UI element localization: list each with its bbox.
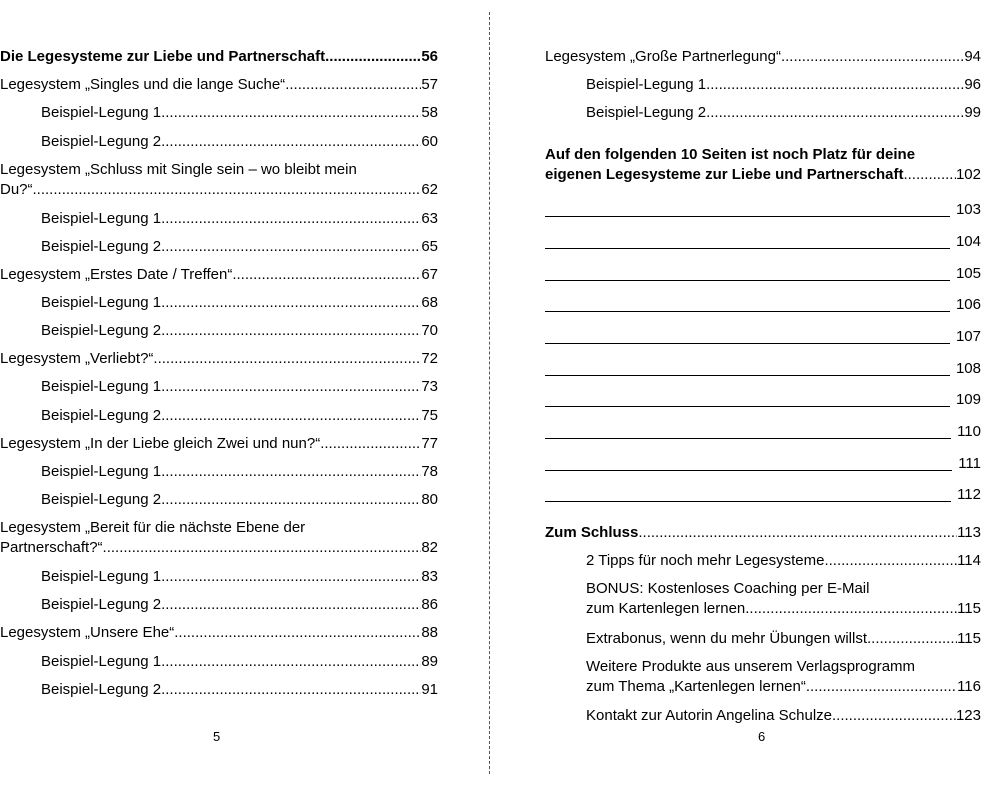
blank-page-line: [545, 200, 981, 220]
toc-entry-page: 82: [421, 539, 438, 556]
toc-entry-page: 114: [957, 552, 981, 569]
toc-entry-title: Beispiel-Legung 1: [41, 378, 162, 395]
toc-entry[interactable]: [0, 75, 438, 95]
toc-entry-page: 99: [964, 104, 981, 121]
toc-entry-title: Beispiel-Legung 1: [41, 463, 162, 480]
toc-entry-title: Legesystem „Verliebt?“: [0, 350, 154, 367]
toc-entry-title: Beispiel-Legung 1: [41, 653, 162, 670]
blank-page-line: [545, 422, 981, 442]
toc-entry[interactable]: [545, 103, 981, 123]
toc-entry[interactable]: [545, 47, 981, 67]
blank-page-number: 103: [955, 201, 981, 218]
toc-entry-page: 116: [957, 678, 981, 695]
toc-entry-page: 73: [421, 378, 438, 395]
toc-entry[interactable]: [0, 490, 438, 510]
toc-entry[interactable]: [0, 595, 438, 615]
toc-entry-page: 86: [421, 596, 438, 613]
toc-entry-title: Legesystem „Schluss mit Single sein – wo bleibt mein: [0, 161, 357, 178]
toc-entry[interactable]: [0, 103, 438, 123]
toc-entry[interactable]: [0, 237, 438, 257]
toc-entry[interactable]: [545, 551, 981, 571]
toc-entry-title: Beispiel-Legung 1: [41, 568, 162, 585]
toc-entry[interactable]: [0, 652, 438, 672]
toc-entry[interactable]: [0, 132, 438, 152]
blank-page-line: [545, 390, 981, 410]
toc-entry[interactable]: [0, 265, 438, 285]
blank-page-line: [545, 485, 981, 505]
page-divider: [489, 12, 490, 774]
toc-entry-page: 88: [421, 624, 438, 641]
toc-entry[interactable]: [0, 406, 438, 426]
toc-entry-title: Beispiel-Legung 2: [41, 238, 162, 255]
toc-entry-title-cont: zum Thema „Kartenlegen lernen“: [586, 678, 806, 695]
blank-page-number: 112: [957, 486, 981, 503]
toc-entry-page: 72: [421, 350, 438, 367]
toc-entry-page: 102: [955, 166, 981, 183]
toc-entry-page: 56: [421, 48, 438, 65]
toc-entry-title-cont: Partnerschaft?“: [0, 539, 103, 556]
toc-entry-page: 113: [957, 524, 981, 541]
toc-entry-page: 115: [957, 600, 981, 617]
toc-entry-title: Weitere Produkte aus unserem Verlagsprogramm: [586, 658, 916, 675]
toc-entry-title: Beispiel-Legung 2: [41, 491, 162, 508]
blank-page-number: 104: [955, 233, 981, 250]
toc-entry-title: Auf den folgenden 10 Seiten ist noch Platz für deine: [545, 146, 916, 163]
toc-entry[interactable]: [545, 145, 981, 185]
toc-entry[interactable]: [545, 629, 981, 649]
toc-entry[interactable]: [0, 349, 438, 369]
blank-page-number: 105: [955, 265, 981, 282]
blank-page-line: [545, 454, 981, 474]
blank-page-number: 108: [955, 360, 981, 377]
toc-entry-page: 96: [964, 76, 981, 93]
toc-entry-title: Beispiel-Legung 2: [41, 596, 162, 613]
toc-entry[interactable]: [0, 47, 438, 67]
toc-entry-title-cont: eigenen Legesysteme zur Liebe und Partnerschaft: [545, 166, 904, 183]
toc-entry-title: Beispiel-Legung 2: [41, 133, 162, 150]
toc-entry[interactable]: [0, 434, 438, 454]
toc-entry-page: 77: [421, 435, 438, 452]
blank-page-line: [545, 295, 981, 315]
toc-entry-title: Zum Schluss: [545, 524, 639, 541]
toc-entry-page: 60: [421, 133, 438, 150]
blank-page-number: 109: [955, 391, 981, 408]
toc-entry-title: Extrabonus, wenn du mehr Übungen willst: [586, 630, 867, 647]
toc-entry-title: Beispiel-Legung 1: [41, 294, 162, 311]
toc-entry-page: 115: [957, 630, 981, 647]
toc-entry-page: 91: [421, 681, 438, 698]
blank-page-number: 107: [955, 328, 981, 345]
toc-entry[interactable]: [0, 623, 438, 643]
toc-entry-page: 83: [421, 568, 438, 585]
toc-entry-title: Beispiel-Legung 2: [586, 104, 707, 121]
toc-entry-title: Beispiel-Legung 2: [41, 407, 162, 424]
toc-entry-title: Legesystem „Unsere Ehe“: [0, 624, 175, 641]
blank-page-line: [545, 327, 981, 347]
toc-entry-page: 67: [421, 266, 438, 283]
toc-entry-page: 58: [421, 104, 438, 121]
toc-entry-page: 68: [421, 294, 438, 311]
toc-entry[interactable]: [0, 518, 438, 558]
toc-entry-title: Legesystem „Singles und die lange Suche“: [0, 76, 286, 93]
toc-entry-page: 57: [421, 76, 438, 93]
toc-entry-page: 78: [421, 463, 438, 480]
toc-entry-title: Legesystem „Bereit für die nächste Ebene der: [0, 519, 306, 536]
toc-entry-title: Beispiel-Legung 1: [586, 76, 707, 93]
toc-entry[interactable]: [545, 657, 981, 697]
toc-entry[interactable]: [545, 523, 981, 543]
toc-entry-page: 70: [421, 322, 438, 339]
toc-entry-title: Beispiel-Legung 1: [41, 210, 162, 227]
toc-entry-title: Beispiel-Legung 2: [41, 681, 162, 698]
toc-entry-page: 75: [421, 407, 438, 424]
blank-page-number: 111: [958, 455, 981, 472]
toc-entry-page: 65: [421, 238, 438, 255]
toc-entry-title-cont: zum Kartenlegen lernen: [586, 600, 746, 617]
toc-entry-title: Legesystem „Erstes Date / Treffen“: [0, 266, 233, 283]
toc-entry-title: Beispiel-Legung 2: [41, 322, 162, 339]
toc-entry[interactable]: [0, 567, 438, 587]
toc-entry-page: 62: [421, 181, 438, 198]
toc-entry-page: 63: [421, 210, 438, 227]
toc-entry-title: Kontakt zur Autorin Angelina Schulze: [586, 707, 832, 724]
toc-entry[interactable]: [0, 293, 438, 313]
toc-entry-title-cont: Du?“: [0, 181, 33, 198]
toc-entry[interactable]: [0, 209, 438, 229]
toc-entry[interactable]: [0, 462, 438, 482]
toc-entry-page: 89: [421, 653, 438, 670]
toc-entry-title: Legesystem „Große Partnerlegung“: [545, 48, 781, 65]
toc-entry[interactable]: [0, 680, 438, 700]
toc-entry[interactable]: [0, 321, 438, 341]
page-number: 6: [758, 729, 766, 744]
toc-entry-page: 80: [421, 491, 438, 508]
blank-page-line: [545, 232, 981, 252]
blank-page-line: [545, 264, 981, 284]
toc-entry[interactable]: [545, 579, 981, 619]
toc-entry-title: Die Legesysteme zur Liebe und Partnerschaft: [0, 48, 326, 65]
toc-entry-title: Beispiel-Legung 1: [41, 104, 162, 121]
toc-entry-page: 94: [964, 48, 981, 65]
toc-entry-title: 2 Tipps für noch mehr Legesysteme: [586, 552, 825, 569]
toc-entry-title: Legesystem „In der Liebe gleich Zwei und nun?“: [0, 435, 321, 452]
toc-entry[interactable]: [0, 160, 438, 200]
toc-entry-title: BONUS: Kostenloses Coaching per E-Mail: [586, 580, 870, 597]
blank-page-number: 110: [957, 423, 981, 440]
toc-entry[interactable]: [545, 706, 981, 726]
page-number: 5: [213, 729, 221, 744]
toc-entry-page: 123: [955, 707, 981, 724]
toc-entry[interactable]: [545, 75, 981, 95]
blank-page-number: 106: [955, 296, 981, 313]
blank-page-line: [545, 359, 981, 379]
toc-entry[interactable]: [0, 377, 438, 397]
